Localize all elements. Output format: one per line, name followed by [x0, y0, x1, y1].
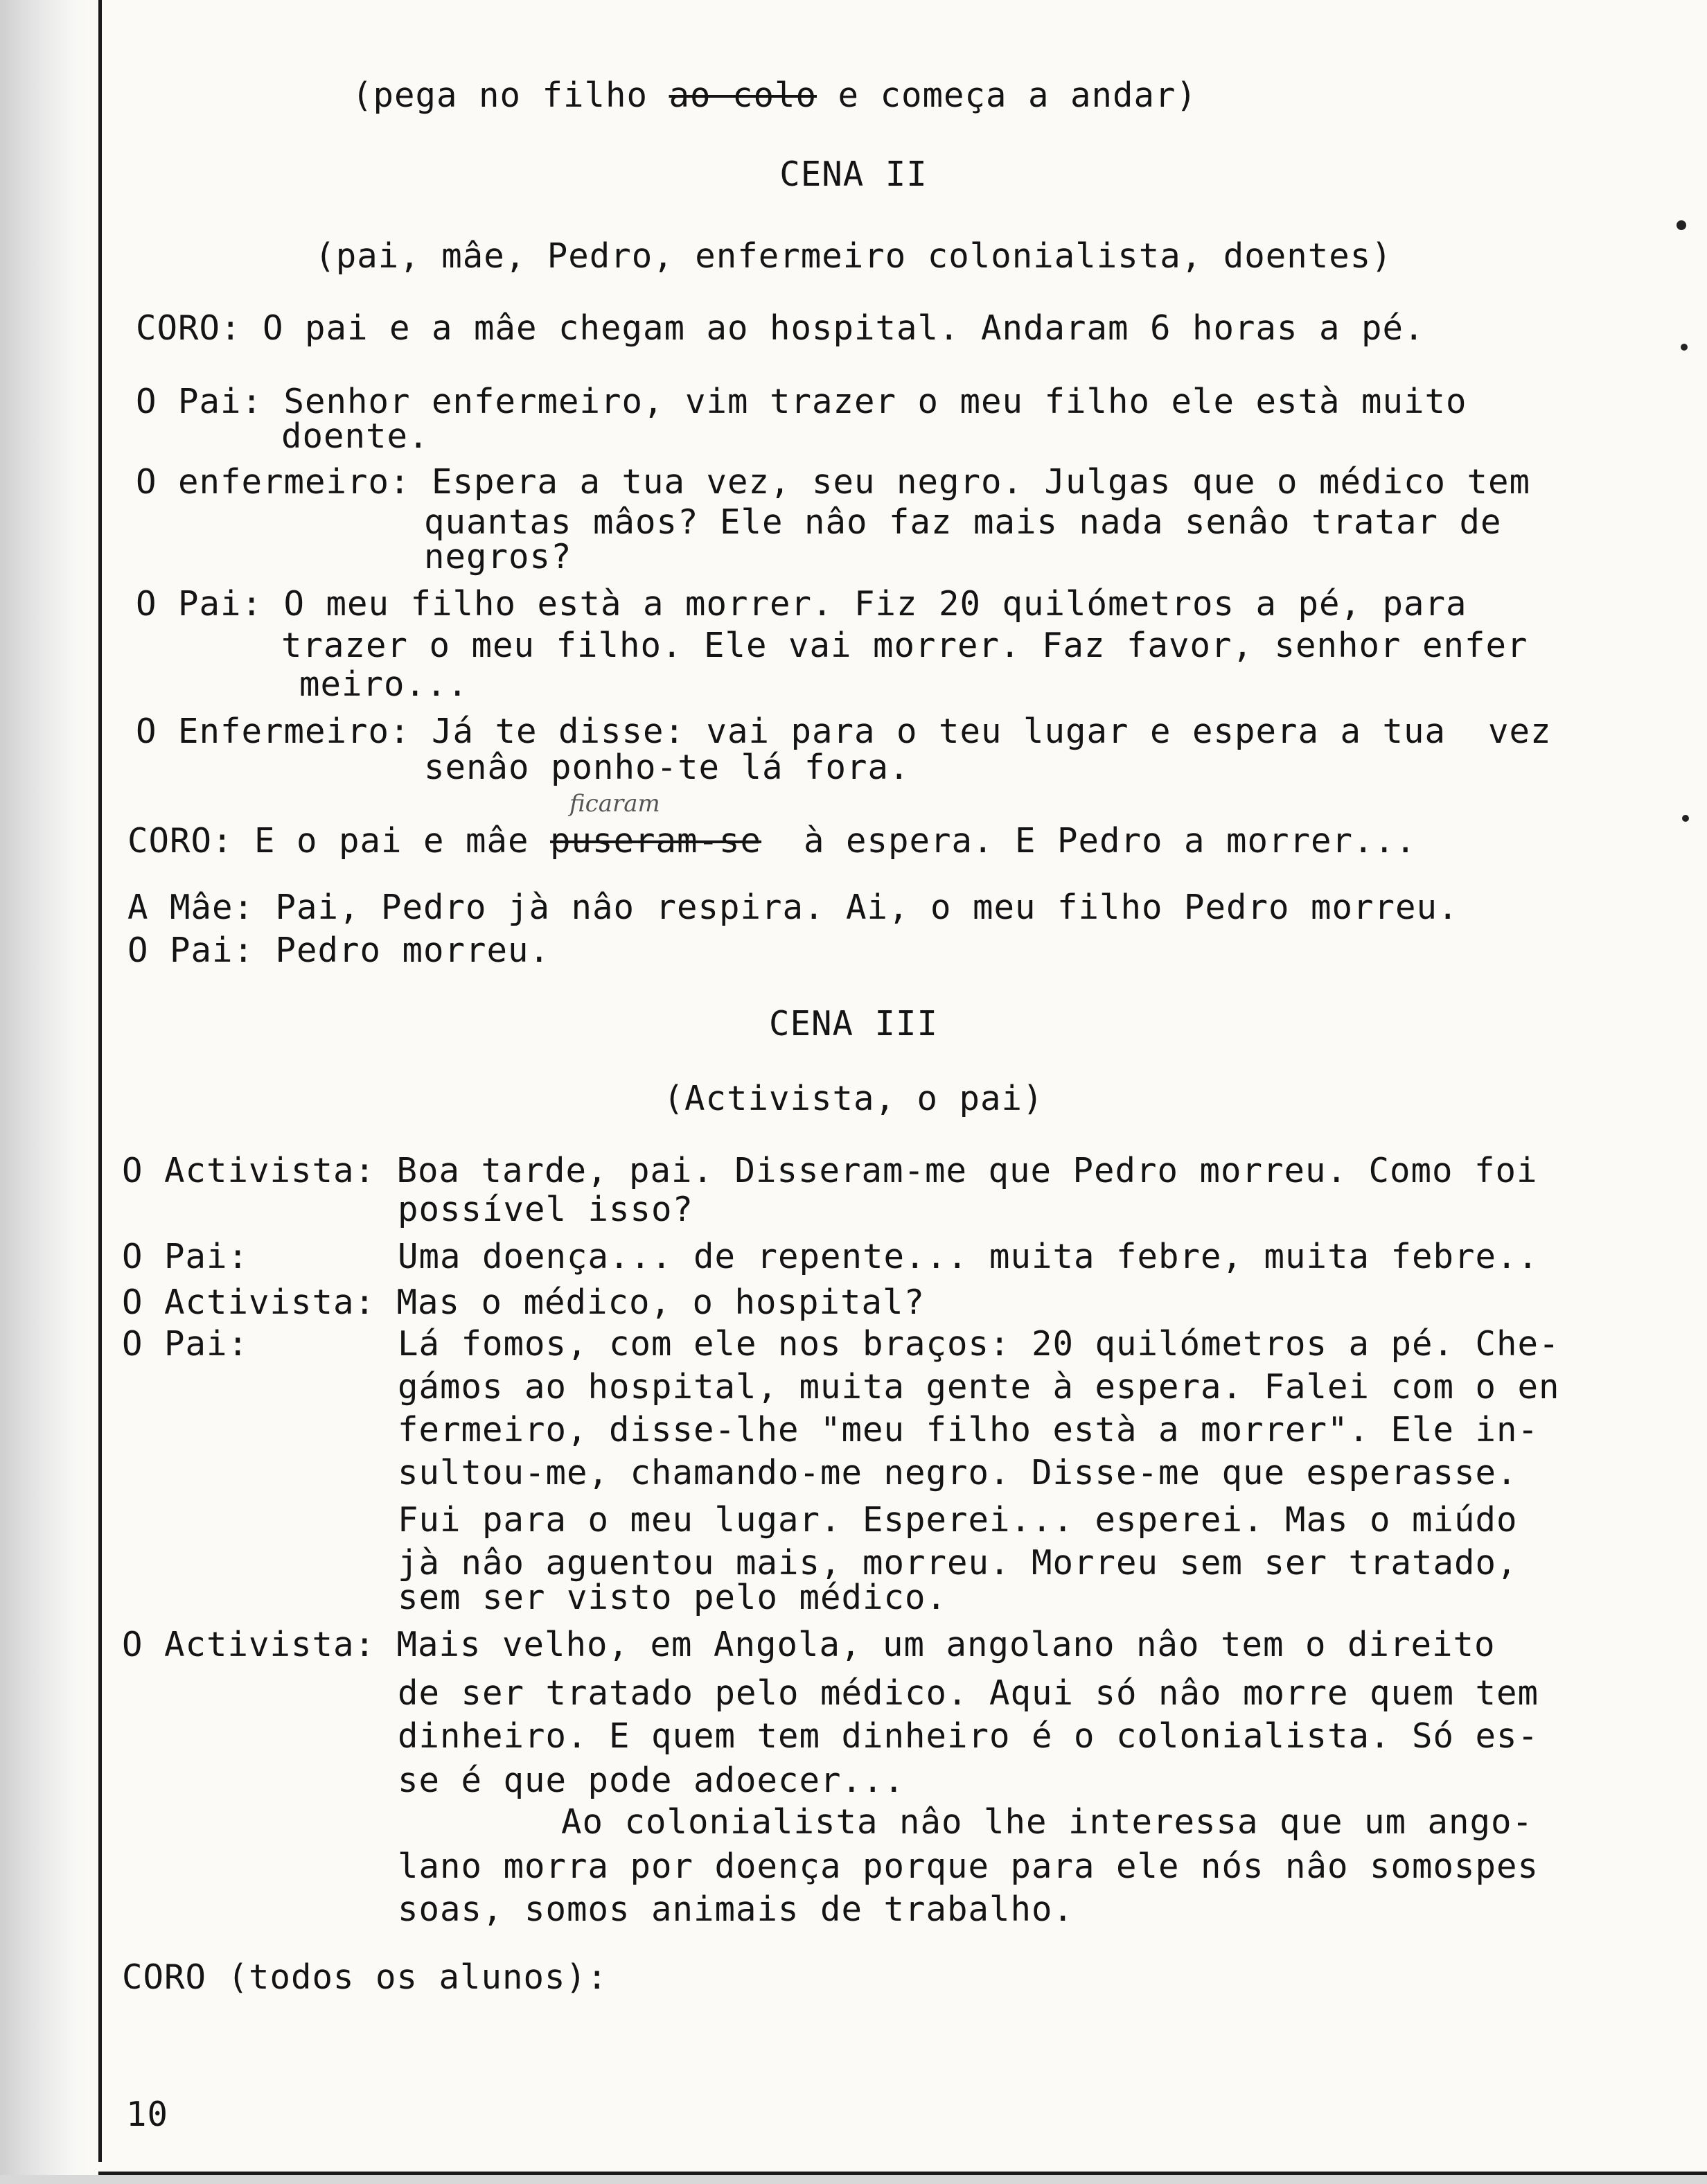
dialogue-speaker: O Pai:	[122, 1324, 249, 1364]
dialogue-continuation: fermeiro, disse-lhe "meu filho està a morrer". Ele in-	[398, 1410, 1539, 1450]
dialogue-continuation: trazer o meu filho. Ele vai morrer. Faz favor, senhor enfer	[281, 626, 1528, 665]
ink-stain	[1682, 815, 1689, 822]
dialogue-continuation: jà nâo aguentou mais, morreu. Morreu sem ser tratado,	[398, 1543, 1518, 1583]
dialogue-continuation: meiro...	[299, 664, 469, 704]
dialogue-continuation: Fui para o meu lugar. Esperei... esperei. Mas o miúdo	[398, 1500, 1518, 1540]
scene-cast: (Activista, o pai)	[663, 1079, 1044, 1118]
scene-title: CENA II	[779, 155, 928, 194]
scene-title: CENA III	[768, 1004, 938, 1043]
dialogue-continuation: se é que pode adoecer...	[398, 1761, 905, 1800]
page-scan-bottom-edge	[0, 2175, 1707, 2184]
dialogue-continuation: possível isso?	[398, 1190, 694, 1229]
dialogue-text: Lá fomos, com ele nos braços: 20 quilómetros a pé. Che-	[398, 1324, 1560, 1364]
handwritten-correction: ficaram	[569, 790, 660, 818]
dialogue-continuation: sultou-me, chamando-me negro. Disse-me que esperasse.	[398, 1453, 1518, 1492]
chorus-line: CORO (todos os alunos):	[122, 1957, 608, 1997]
dialogue-continuation: quantas mâos? Ele nâo faz mais nada senâo tratar de	[424, 502, 1502, 542]
dialogue-line: O Enfermeiro: Já te disse: vai para o teu lugar e espera a tua vez	[136, 712, 1552, 751]
dialogue-continuation: senâo ponho-te lá fora.	[424, 748, 910, 787]
dialogue-line: O Pai: Senhor enfermeiro, vim trazer o meu filho ele està muito	[136, 382, 1467, 421]
dialogue-line: O Activista: Boa tarde, pai. Disseram-me que Pedro morreu. Como foi	[122, 1151, 1538, 1190]
dialogue-speaker: O Pai:	[122, 1237, 249, 1276]
dialogue-continuation: negros?	[424, 537, 572, 576]
dialogue-continuation: soas, somos animais de trabalho.	[398, 1890, 1074, 1929]
dialogue-continuation: doente.	[281, 416, 430, 456]
page-number: 10	[126, 2095, 169, 2134]
dialogue-paragraph: Ao colonialista nâo lhe interessa que um ango-	[561, 1802, 1534, 1842]
chorus-line: CORO: O pai e a mâe chegam ao hospital. Andaram 6 horas a pé.	[136, 308, 1425, 348]
dialogue-line: O Pai: Pedro morreu.	[127, 931, 551, 970]
dialogue-line: O enfermeiro: Espera a tua vez, seu negro. Julgas que o médico tem	[136, 462, 1531, 502]
struck-text: puseram-se	[550, 821, 762, 861]
struck-text: ao colo	[669, 76, 817, 115]
dialogue-continuation: sem ser visto pelo médico.	[398, 1578, 948, 1617]
dialogue-line: O Activista: Mas o médico, o hospital?	[122, 1283, 926, 1322]
dialogue-continuation: dinheiro. E quem tem dinheiro é o colonialista. Só es-	[398, 1716, 1539, 1756]
dialogue-line: O Pai: O meu filho està a morrer. Fiz 20 quilómetros a pé, para	[136, 584, 1467, 624]
chorus-line: CORO: E o pai e mâe puseram-se à espera. E Pedro a morrer...	[127, 821, 1417, 861]
ink-stain	[1681, 344, 1688, 351]
dialogue-continuation: gámos ao hospital, muita gente à espera. Falei com o en	[398, 1367, 1560, 1407]
stage-direction-top: (pega no filho ao colo e começa a andar)	[352, 76, 1198, 115]
dialogue-continuation: de ser tratado pelo médico. Aqui só nâo morre quem tem	[398, 1673, 1539, 1713]
dialogue-text: Uma doença... de repente... muita febre, muita febre..	[398, 1237, 1539, 1276]
dialogue-line: O Activista: Mais velho, em Angola, um angolano nâo tem o direito	[122, 1625, 1496, 1664]
ink-stain	[1677, 220, 1686, 230]
scene-cast: (pai, mâe, Pedro, enfermeiro colonialista, doentes)	[315, 236, 1392, 276]
dialogue-line: A Mâe: Pai, Pedro jà nâo respira. Ai, o meu filho Pedro morreu.	[127, 888, 1459, 927]
dialogue-continuation: lano morra por doença porque para ele nós nâo somospes	[398, 1847, 1539, 1886]
